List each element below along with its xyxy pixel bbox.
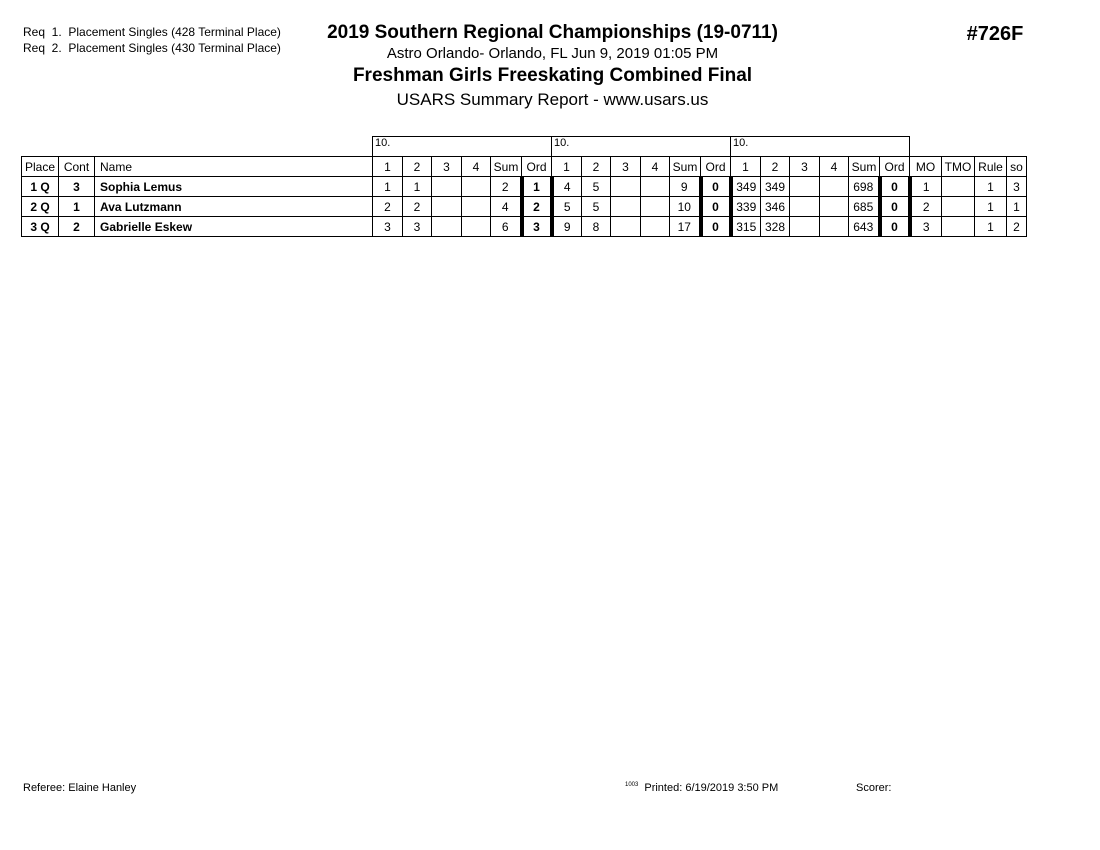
g1-judge-2: 3: [403, 217, 432, 237]
header-g2-sum: Sum: [670, 157, 701, 177]
mo-cell: 2: [910, 197, 942, 217]
g3-judge-1: 349: [731, 177, 761, 197]
g1-ord: 3: [522, 217, 552, 237]
g3-judge-2: 346: [761, 197, 790, 217]
so-cell: 3: [1007, 177, 1027, 197]
g3-judge-2: 349: [761, 177, 790, 197]
g2-judge-2: 5: [582, 197, 611, 217]
header-g1-judge-4: 4: [462, 157, 491, 177]
header-place: Place: [22, 157, 59, 177]
so-cell: 1: [1007, 197, 1027, 217]
g2-sum: 9: [670, 177, 701, 197]
cont-cell: 2: [59, 217, 95, 237]
g1-judge-2: 2: [403, 197, 432, 217]
g3-ord: 0: [880, 217, 910, 237]
g3-sum: 643: [849, 217, 880, 237]
requirement-2: Req 2. Placement Singles (430 Terminal Place): [23, 41, 281, 55]
g2-judge-4: [641, 177, 670, 197]
header-g2-ord: Ord: [701, 157, 731, 177]
results-table: [21, 136, 1027, 237]
header-g3-judge-3: 3: [790, 157, 820, 177]
g1-judge-3: [432, 197, 462, 217]
g2-judge-4: [641, 197, 670, 217]
place-cell: 1 Q: [22, 177, 59, 197]
header-so: so: [1007, 157, 1027, 177]
g3-sum: 685: [849, 197, 880, 217]
header-g2-judge-1: 1: [552, 157, 582, 177]
header-g3-judge-2: 2: [761, 157, 790, 177]
header-g3-judge-1: 1: [731, 157, 761, 177]
header-g1-sum: Sum: [491, 157, 522, 177]
header-cont: Cont: [59, 157, 95, 177]
g2-judge-3: [611, 177, 641, 197]
rule-cell: 1: [975, 217, 1007, 237]
g1-sum: 6: [491, 217, 522, 237]
g1-ord: 1: [522, 177, 552, 197]
g1-judge-1: 2: [373, 197, 403, 217]
group-label-3: 10.: [731, 137, 910, 157]
cont-cell: 1: [59, 197, 95, 217]
skater-name: Gabrielle Eskew: [95, 217, 373, 237]
table-row: [22, 177, 1027, 197]
mo-cell: 1: [910, 177, 942, 197]
tmo-cell: [942, 217, 975, 237]
cont-cell: 3: [59, 177, 95, 197]
event-code: #726F: [966, 23, 1024, 45]
g3-judge-3: [790, 217, 820, 237]
g1-sum: 2: [491, 177, 522, 197]
g3-judge-4: [820, 177, 849, 197]
group-label-2: 10.: [552, 137, 731, 157]
header-rule: Rule: [975, 157, 1007, 177]
header-g1-judge-1: 1: [373, 157, 403, 177]
g3-judge-3: [790, 197, 820, 217]
g1-judge-4: [462, 177, 491, 197]
g3-judge-3: [790, 177, 820, 197]
g3-ord: 0: [880, 197, 910, 217]
g2-ord: 0: [701, 217, 731, 237]
g1-judge-4: [462, 217, 491, 237]
g2-sum: 10: [670, 197, 701, 217]
skater-name: Sophia Lemus: [95, 177, 373, 197]
g3-judge-1: 315: [731, 217, 761, 237]
g1-judge-1: 1: [373, 177, 403, 197]
report-title: USARS Summary Report - www.usars.us: [396, 90, 709, 109]
tmo-cell: [942, 197, 975, 217]
referee-label: Referee: Elaine Hanley: [23, 782, 137, 794]
header-g1-judge-3: 3: [432, 157, 462, 177]
g3-judge-4: [820, 217, 849, 237]
competition-title: 2019 Southern Regional Championships (19-0711): [327, 22, 778, 43]
table-row: [22, 217, 1027, 237]
g2-judge-4: [641, 217, 670, 237]
header-mo: MO: [910, 157, 942, 177]
g3-sum: 698: [849, 177, 880, 197]
g1-sum: 4: [491, 197, 522, 217]
g2-judge-1: 4: [552, 177, 582, 197]
scorer-label: Scorer:: [856, 782, 892, 794]
header-g2-judge-4: 4: [641, 157, 670, 177]
place-cell: 2 Q: [22, 197, 59, 217]
g1-judge-2: 1: [403, 177, 432, 197]
g2-sum: 17: [670, 217, 701, 237]
group-header-row: [22, 137, 1027, 157]
g1-judge-1: 3: [373, 217, 403, 237]
header-tmo: TMO: [942, 157, 975, 177]
g2-judge-1: 9: [552, 217, 582, 237]
header-g1-ord: Ord: [522, 157, 552, 177]
rule-cell: 1: [975, 197, 1007, 217]
header-g2-judge-2: 2: [582, 157, 611, 177]
tmo-cell: [942, 177, 975, 197]
g2-judge-2: 5: [582, 177, 611, 197]
g3-judge-2: 328: [761, 217, 790, 237]
g1-judge-4: [462, 197, 491, 217]
g2-judge-3: [611, 217, 641, 237]
header-g3-sum: Sum: [849, 157, 880, 177]
rule-cell: 1: [975, 177, 1007, 197]
header-g2-judge-3: 3: [611, 157, 641, 177]
page-mark: 1003: [625, 782, 639, 788]
header-g1-judge-2: 2: [403, 157, 432, 177]
g2-judge-2: 8: [582, 217, 611, 237]
table-row: [22, 197, 1027, 217]
column-header-row: [22, 157, 1027, 177]
place-cell: 3 Q: [22, 217, 59, 237]
g3-ord: 0: [880, 177, 910, 197]
g2-judge-1: 5: [552, 197, 582, 217]
g2-ord: 0: [701, 197, 731, 217]
group-label-1: 10.: [373, 137, 552, 157]
header-g3-judge-4: 4: [820, 157, 849, 177]
header-g3-ord: Ord: [880, 157, 910, 177]
g3-judge-1: 339: [731, 197, 761, 217]
printed-info: [625, 782, 778, 794]
header-name: Name: [95, 157, 373, 177]
printed-label: Printed: 6/19/2019 3:50 PM: [644, 782, 779, 794]
mo-cell: 3: [910, 217, 942, 237]
g3-judge-4: [820, 197, 849, 217]
so-cell: 2: [1007, 217, 1027, 237]
g2-judge-3: [611, 197, 641, 217]
requirement-1: Req 1. Placement Singles (428 Terminal Place): [23, 25, 281, 39]
venue-date: Astro Orlando- Orlando, FL Jun 9, 2019 01:05 PM: [386, 45, 719, 62]
skater-name: Ava Lutzmann: [95, 197, 373, 217]
g1-judge-3: [432, 217, 462, 237]
g1-judge-3: [432, 177, 462, 197]
event-name: Freshman Girls Freeskating Combined Final: [352, 65, 753, 86]
g2-ord: 0: [701, 177, 731, 197]
g1-ord: 2: [522, 197, 552, 217]
